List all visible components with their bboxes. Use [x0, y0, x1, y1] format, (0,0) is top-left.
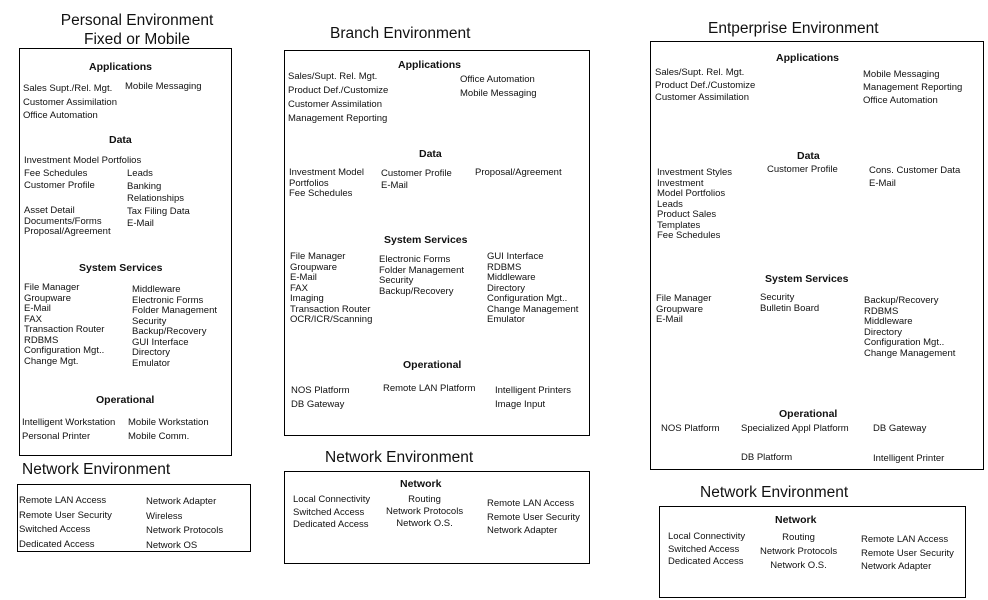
personal-applications-heading: Applications: [89, 61, 153, 73]
branch-data-col1: Investment Model Portfolios Fee Schedules: [289, 167, 364, 199]
enterprise-applications-col2: Mobile Messaging Management Reporting Office Automation: [863, 69, 963, 106]
personal-title-line1: Personal Environment: [60, 12, 214, 29]
enterprise-operational-intelligent-printer: Intelligent Printer: [873, 453, 945, 464]
personal-system-services-heading: System Services: [79, 262, 163, 274]
branch-data-col3: Proposal/Agreement: [475, 167, 562, 178]
enterprise-operational-heading: Operational: [779, 408, 838, 420]
personal-system-services-col2: Middleware Electronic Forms Folder Management Security Backup/Recovery GUI Interface Directory Emulator: [132, 284, 218, 369]
enterprise-environment-title: Entperprise Environment: [708, 20, 879, 37]
branch-system-services-col3: GUI Interface RDBMS Middleware Directory Configuration Mgt.. Change Management Emulator: [487, 251, 579, 325]
personal-data-col3: Asset Detail Documents/Forms Proposal/Agreement: [24, 205, 111, 237]
personal-environment-title: [22, 11, 252, 49]
personal-operational-heading: Operational: [96, 394, 155, 406]
enterprise-operational-specialized-appl-platform: Specialized Appl Platform: [741, 423, 849, 434]
personal-network-col2: Network Adapter Wireless Network Protocols Network OS: [146, 496, 224, 551]
enterprise-data-col3: Cons. Customer Data E-Mail: [869, 165, 961, 189]
enterprise-network-col1: Local Connectivity Switched Access Dedicated Access: [668, 531, 746, 567]
enterprise-data-col1: Investment Styles Investment Model Portfolios Leads Product Sales Templates Fee Schedules: [657, 167, 732, 241]
branch-system-services-col2: Electronic Forms Folder Management Security Backup/Recovery: [379, 254, 465, 297]
branch-operational-col2: Remote LAN Platform: [383, 383, 476, 394]
personal-system-services-col1: File Manager Groupware E-Mail FAX Transaction Router RDBMS Configuration Mgt.. Change Mgt.: [24, 282, 105, 367]
personal-network-title: Network Environment: [22, 461, 171, 478]
personal-applications-col1: Sales Supt./Rel. Mgt. Customer Assimilation Office Automation: [23, 83, 117, 121]
personal-applications-col2: Mobile Messaging: [125, 81, 202, 92]
enterprise-network-title: Network Environment: [700, 484, 849, 501]
branch-network-heading: Network: [400, 478, 442, 490]
branch-network-title: Network Environment: [325, 449, 474, 466]
enterprise-system-services-col3: Backup/Recovery RDBMS Middleware Directory Configuration Mgt.. Change Management: [864, 295, 956, 359]
branch-applications-heading: Applications: [398, 59, 462, 71]
enterprise-operational-db-platform: DB Platform: [741, 452, 793, 463]
enterprise-network-col3: Remote LAN Access Remote User Security Network Adapter: [861, 534, 954, 572]
branch-applications-col2: Office Automation Mobile Messaging: [460, 74, 537, 99]
enterprise-system-services-col2: Security Bulletin Board: [760, 292, 820, 314]
enterprise-system-services-heading: System Services: [765, 273, 849, 285]
branch-system-services-col1: File Manager Groupware E-Mail FAX Imaging Transaction Router OCR/ICR/Scanning: [290, 251, 373, 325]
personal-network-col1: Remote LAN Access Remote User Security Switched Access Dedicated Access: [19, 495, 112, 550]
branch-data-col2: Customer Profile E-Mail: [381, 168, 452, 191]
branch-data-heading: Data: [419, 148, 442, 160]
branch-network-col3: Remote LAN Access Remote User Security Network Adapter: [487, 498, 580, 536]
enterprise-network-heading: Network: [775, 514, 817, 526]
branch-network-col1: Local Connectivity Switched Access Dedicated Access: [293, 494, 371, 530]
enterprise-data-heading: Data: [797, 150, 820, 162]
enterprise-operational-nos-platform: NOS Platform: [661, 423, 720, 434]
enterprise-system-services-col1: File Manager Groupware E-Mail: [656, 293, 712, 325]
branch-environment-title: Branch Environment: [330, 25, 471, 42]
personal-title-line2: Fixed or Mobile: [84, 31, 190, 48]
enterprise-applications-col1: Sales/Supt. Rel. Mgt. Product Def./Customize Customer Assimilation: [655, 67, 756, 103]
branch-operational-col3: Intelligent Printers Image Input: [495, 385, 572, 410]
personal-operational-col2: Mobile Workstation Mobile Comm.: [128, 417, 209, 442]
enterprise-applications-heading: Applications: [776, 52, 840, 64]
branch-system-services-heading: System Services: [384, 234, 468, 246]
enterprise-operational-db-gateway: DB Gateway: [873, 423, 927, 434]
personal-data-heading: Data: [109, 134, 132, 146]
personal-data-col1: Investment Model Portfolios Fee Schedules Customer Profile: [24, 155, 142, 191]
personal-data-col2: Leads Banking Relationships Tax Filing Data E-Mail: [127, 168, 190, 229]
branch-network-col2: Routing Network Protocols Network O.S.: [386, 494, 464, 529]
enterprise-network-col2: Routing Network Protocols Network O.S.: [760, 532, 838, 571]
enterprise-data-col2: Customer Profile: [767, 164, 838, 175]
branch-operational-heading: Operational: [403, 359, 462, 371]
personal-operational-col1: Intelligent Workstation Personal Printer: [22, 417, 116, 442]
branch-applications-col1: Sales/Supt. Rel. Mgt. Product Def./Customize Customer Assimilation Management Reporting: [288, 71, 389, 124]
branch-operational-col1: NOS Platform DB Gateway: [291, 385, 350, 410]
